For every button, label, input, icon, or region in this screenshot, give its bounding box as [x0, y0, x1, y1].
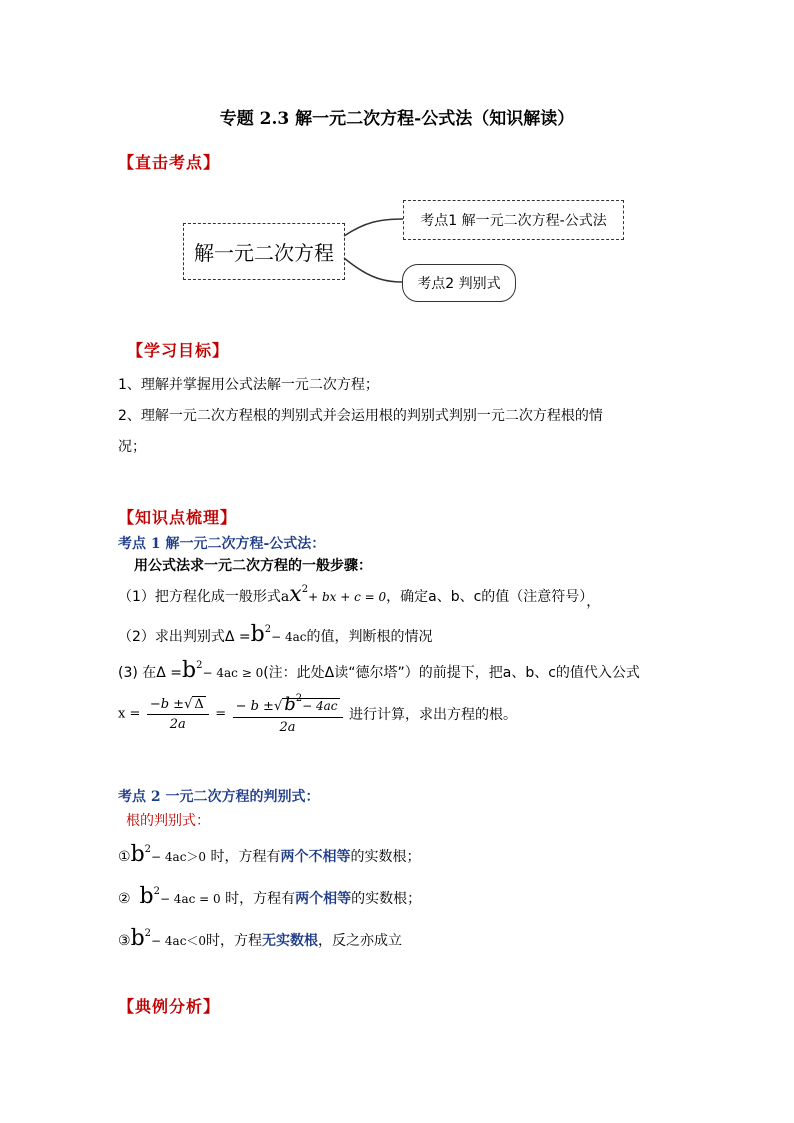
formula-eq: = — [215, 706, 227, 722]
connector-k1 — [344, 219, 403, 236]
case1-post: 的实数根； — [350, 849, 421, 865]
case1-b: b — [130, 842, 145, 867]
step2-post: 的值，判断根的情况 — [306, 629, 433, 645]
case1-mid: 时，方程有 — [206, 849, 281, 865]
case3-highlight: 无实数根 — [262, 933, 319, 949]
case1-exp: 2 — [144, 844, 152, 855]
mindmap-k2-box: 考点2 判别式 — [402, 264, 516, 302]
case3-mid: 时，方程 — [206, 933, 263, 949]
goal-item-2-cont: 况； — [118, 439, 146, 455]
formula-lhs: x = — [118, 706, 141, 722]
section-knowledge-heading: 【知识点梳理】 — [118, 508, 238, 527]
section-goals-heading: 【学习目标】 — [127, 341, 230, 360]
formula-frac-1 — [147, 697, 209, 732]
frac2-exp: 2 — [295, 693, 303, 704]
step3-rest: − 4ac ≥ 0 — [202, 666, 264, 680]
step1-comma: ， — [586, 594, 601, 610]
kd2-case-2 — [118, 884, 421, 909]
mindmap-center-box: 解一元二次方程 — [183, 223, 345, 280]
case2-post: 的实数根； — [351, 891, 422, 907]
kd1-step-1 — [118, 582, 600, 611]
goal-item-2: 2、理解一元二次方程根的判别式并会运用根的判别式判别一元二次方程根的情 — [118, 408, 603, 424]
step1-post: ，确定a、b、c的值（注意符号） — [386, 589, 587, 605]
kd1-step-2 — [118, 622, 433, 647]
frac1-radicand: Δ — [194, 696, 204, 712]
mindmap-connectors — [0, 0, 794, 320]
formula-post: 进行计算，求出方程的根。 — [348, 707, 517, 723]
kd2-heading: 考点 2 一元二次方程的判别式： — [118, 789, 320, 805]
step3-b: b — [182, 658, 197, 683]
frac1-num-pre: −b ± — [149, 696, 185, 712]
frac2-num: − b ±√ $b^2- 4ac$ — [233, 693, 343, 718]
connector-k2 — [344, 258, 402, 282]
case3-mark: ③ — [118, 933, 131, 949]
step2-exp: 2 — [264, 624, 272, 635]
frac2-den: 2a — [279, 720, 296, 735]
kd1-formula — [118, 693, 517, 735]
case1-mark: ① — [118, 849, 131, 865]
formula-frac-2 — [233, 693, 343, 735]
goal-item-1: 1、理解并掌握用公式法解一元二次方程； — [118, 377, 379, 393]
kd2-case-1 — [118, 842, 421, 867]
case3-post: ，反之亦成立 — [318, 933, 403, 949]
kd1-step-3 — [118, 658, 640, 683]
case1-highlight: 两个不相等 — [280, 849, 351, 865]
step1-rest: + bx + c = 0 — [308, 590, 387, 604]
step3-post: (注：此处Δ读“德尔塔”）的前提下，把a、b、c的值代入公式 — [263, 665, 640, 681]
case2-mid: 时，方程有 — [220, 891, 296, 907]
case3-b: b — [130, 926, 145, 951]
case2-highlight: 两个相等 — [295, 891, 352, 907]
kd1-subheading: 用公式法求一元二次方程的一般步骤： — [134, 558, 372, 574]
mindmap-k1-box: 考点1 解一元二次方程-公式法 — [403, 200, 624, 240]
case2-b: b — [139, 884, 154, 909]
section-direct-heading: 【直击考点】 — [118, 153, 221, 172]
case2-exp: 2 — [153, 886, 160, 897]
step1-text: （1）把方程化成一般形式 — [118, 589, 281, 605]
case2-rest: − 4ac = 0 — [159, 892, 221, 906]
kd1-heading: 考点 1 解一元二次方程-公式法： — [118, 536, 326, 552]
frac2-num-pre: − b ± — [235, 699, 274, 714]
case2-mark: ② — [118, 891, 131, 907]
case1-rest: − 4ac＞0 — [151, 850, 207, 864]
case3-exp: 2 — [144, 928, 152, 939]
step2-text: （2）求出判别式Δ = — [118, 629, 251, 645]
case3-rest: − 4ac＜0 — [151, 934, 207, 948]
frac2-rest: − 4ac — [302, 699, 338, 713]
step1-a: a — [280, 589, 290, 605]
step1-exp: 2 — [301, 584, 309, 595]
page-title: 专题 2.3 解一元二次方程-公式法（知识解读） — [219, 109, 575, 129]
kd2-case-3 — [118, 926, 402, 951]
kd2-subheading: 根的判别式： — [126, 813, 210, 829]
step3-text: (3) 在Δ = — [118, 665, 183, 681]
section-examples-heading: 【典例分析】 — [118, 997, 221, 1016]
frac2-b: b — [284, 694, 296, 715]
step1-x: x — [289, 582, 302, 607]
frac1-den: 2a — [169, 716, 186, 732]
step2-b: b — [250, 622, 265, 647]
frac1-num: −b ±√ Δ — [147, 697, 209, 715]
step2-rest: − 4ac — [271, 630, 307, 644]
step3-exp: 2 — [196, 660, 203, 671]
